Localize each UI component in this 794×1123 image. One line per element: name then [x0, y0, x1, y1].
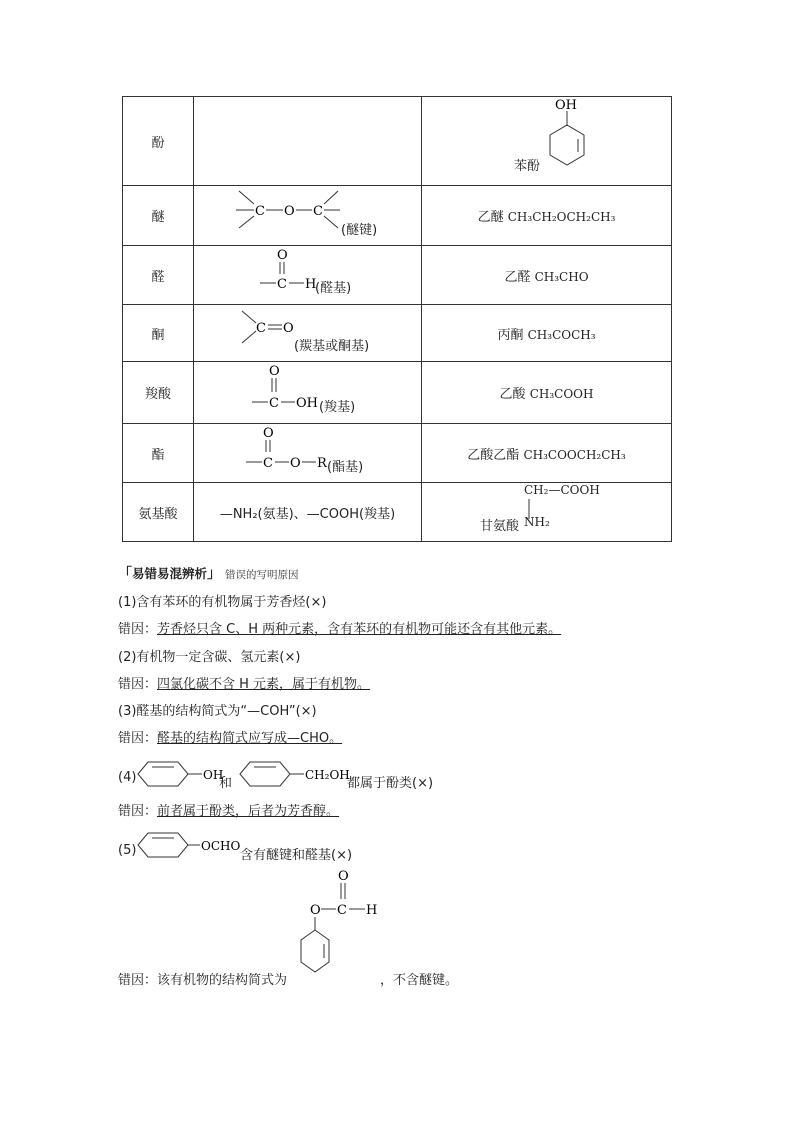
- group-note: (醚键): [341, 223, 378, 238]
- svg-text:C: C: [277, 277, 287, 292]
- example-name: 乙酸: [499, 387, 526, 402]
- svg-text:O: O: [290, 456, 301, 471]
- answer-prefix: 该有机物的结构简式为: [157, 973, 288, 988]
- bracket-open: 「: [118, 566, 132, 582]
- svg-text:OCHO: OCHO: [201, 839, 241, 853]
- svg-text:OH: OH: [203, 768, 224, 782]
- svg-text:O: O: [277, 248, 288, 263]
- svg-text:O: O: [263, 426, 274, 441]
- example-name: 乙醚: [477, 210, 504, 225]
- section-subtitle: 错误的写明原因: [225, 569, 299, 581]
- example-formula: CH₃CHO: [534, 269, 589, 284]
- example-formula: CH₃COOH: [529, 387, 594, 401]
- answer-text: 醛基的结构简式应写成—CHO。: [157, 731, 343, 746]
- svg-text:C: C: [313, 204, 323, 219]
- class-name: 醛: [151, 269, 165, 285]
- ether-bond-structure: [194, 186, 421, 245]
- group-text: —NH₂(氨基)、—COOH(羧基): [219, 506, 396, 522]
- example-name: 甘氨酸: [480, 519, 520, 534]
- svg-text:C: C: [269, 396, 279, 411]
- svg-text:C: C: [263, 456, 273, 471]
- ester-group-structure: [194, 424, 421, 482]
- svg-text:OH: OH: [296, 396, 318, 411]
- answer-label: 错因：: [118, 677, 158, 692]
- question-and: 和: [219, 776, 233, 791]
- answer-text: 四氯化碳不含 H 元素，属于有机物。: [157, 677, 371, 692]
- class-name: 酚: [151, 135, 165, 151]
- table-row: [123, 186, 672, 246]
- example-name: 苯酚: [514, 159, 541, 174]
- answer-5: [118, 969, 287, 988]
- svg-text:O: O: [338, 869, 349, 884]
- section-header: [118, 563, 299, 583]
- table-row: [123, 362, 672, 424]
- svg-text:O: O: [269, 364, 280, 379]
- class-name: 氨基酸: [138, 506, 178, 522]
- answer-3: [118, 727, 342, 746]
- question-prefix: (4): [118, 770, 137, 785]
- question-tail: 含有醚键和醛基(×): [240, 848, 353, 863]
- svg-text:C: C: [255, 204, 265, 219]
- phenol-structure: [422, 97, 674, 185]
- question-1: (1)含有苯环的有机物属于芳香烃(×): [118, 595, 327, 610]
- example-name: 乙酸乙酯: [467, 447, 520, 463]
- aldehyde-group-structure: [194, 246, 421, 304]
- svg-text:O: O: [283, 321, 294, 336]
- group-note: (醛基): [315, 281, 352, 296]
- class-name: 酯: [151, 447, 165, 463]
- table-row: [123, 97, 672, 186]
- question-2: (2)有机物一定含碳、氢元素(×): [118, 650, 301, 665]
- table-row: [123, 246, 672, 305]
- svg-text:O: O: [284, 204, 295, 219]
- section-title: 易错易混辨析: [132, 566, 208, 581]
- svg-text:O: O: [310, 903, 321, 918]
- svg-text:C: C: [256, 321, 266, 336]
- example-name: 丙酮: [497, 327, 524, 343]
- carboxyl-group-structure: [194, 362, 421, 423]
- oh-label: OH: [555, 98, 577, 113]
- answer-2: [118, 673, 370, 692]
- svg-text:CH₂OH: CH₂OH: [305, 768, 350, 782]
- group-note: (羰基或酮基): [294, 339, 370, 354]
- bracket-close: 」: [207, 566, 222, 582]
- table-row: [123, 424, 672, 483]
- example-name: 乙醛: [504, 269, 531, 285]
- answer-tail: ，不含醚键。: [380, 973, 459, 988]
- phenyl-formate-short: [132, 828, 242, 862]
- class-name: 酮: [151, 327, 165, 343]
- functional-group-table: [122, 96, 672, 542]
- glycine-top: CH₂—COOH: [524, 483, 600, 497]
- glycine-bottom: NH₂: [524, 515, 550, 529]
- answer-text: 前者属于酚类，后者为芳香醇。: [157, 804, 340, 819]
- question-3: (3)醛基的结构简式为“—COH”(×): [118, 704, 317, 719]
- table-row: [123, 305, 672, 362]
- example-formula: CH₃CH₂OCH₂CH₃: [507, 210, 616, 224]
- answer-label: 错因：: [118, 973, 158, 988]
- answer-1: [118, 618, 561, 637]
- question-prefix: (5): [118, 843, 137, 858]
- phenol-example: [422, 97, 671, 185]
- svg-text:R: R: [317, 456, 327, 471]
- class-name: 醚: [151, 210, 165, 225]
- answer-label: 错因：: [118, 731, 158, 746]
- answer-text: 芳香烃只含 C、H 两种元素，含有苯环的有机物可能还含有其他元素。: [157, 622, 562, 637]
- table-row: [123, 483, 672, 542]
- example-formula: CH₃COOCH₂CH₃: [523, 447, 626, 462]
- question-tail: 都属于酚类(×): [347, 776, 434, 791]
- class-name: 羧酸: [144, 387, 171, 402]
- svg-text:H: H: [305, 277, 317, 292]
- answer-4: [118, 800, 339, 819]
- svg-text:H: H: [366, 903, 378, 918]
- answer-label: 错因：: [118, 804, 158, 819]
- svg-text:C: C: [337, 903, 347, 918]
- group-note: (酯基): [327, 460, 364, 475]
- answer-label: 错因：: [118, 622, 158, 637]
- example-formula: CH₃COCH₃: [527, 327, 596, 342]
- group-note: (羧基): [319, 400, 356, 415]
